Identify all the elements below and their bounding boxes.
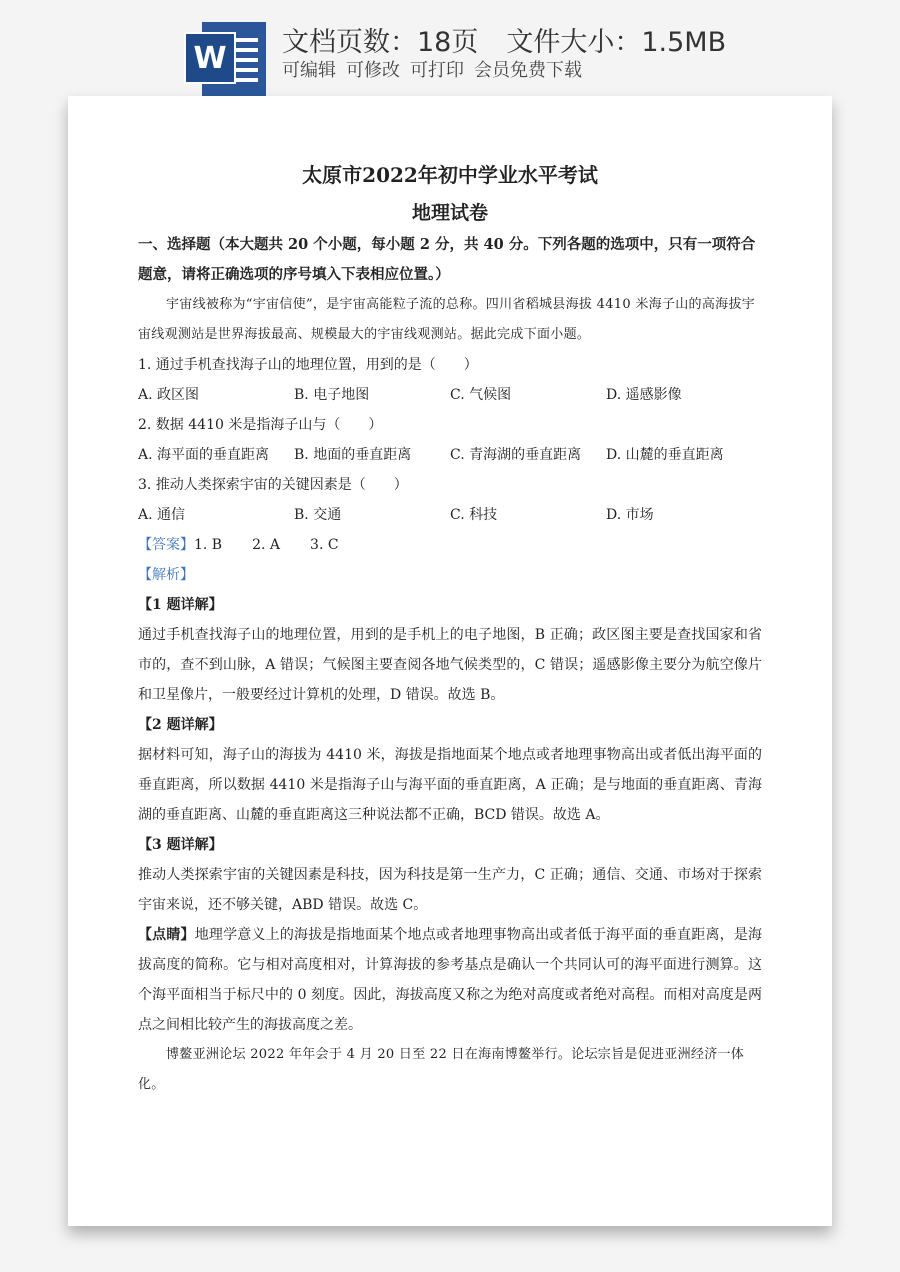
- analysis-line: [138, 560, 762, 590]
- option: B. 交通: [294, 507, 342, 523]
- question-2: 2. 数据 4410 米是指海子山与（ ）: [138, 417, 383, 433]
- option: D. 山麓的垂直距离: [606, 447, 724, 463]
- question-1: 1. 通过手机查找海子山的地理位置，用到的是（ ）: [138, 357, 478, 373]
- question-3-options: [138, 500, 762, 530]
- next-material-intro: 博鳌亚洲论坛 2022 年年会于 4 月 20 日至 22 日在海南博鳌举行。论坛宗旨是促进亚洲经济一体化。: [138, 1047, 745, 1092]
- option: B. 电子地图: [294, 387, 370, 403]
- detail-1-header: 【1 题详解】: [138, 597, 223, 613]
- detail-3-text: 推动人类探索宇宙的关键因素是科技，因为科技是第一生产力，C 正确；通信、交通、市场对于探索宇宙来说，还不够关键，ABD 错误。故选 C。: [138, 867, 762, 913]
- option: C. 气候图: [450, 387, 512, 403]
- question-2-options: [138, 440, 762, 470]
- feature-member-download: 会员免费下载: [474, 60, 582, 81]
- analysis-tag: 【解析】: [138, 567, 194, 583]
- tip-text: 地理学意义上的海拔是指地面某个地点或者地理事物高出或者低于海平面的垂直距离，是海拔高度的简称。它与相对高度相对，计算海拔的参考基点是确认一个共同认可的海平面进行测算。这个海平面相当于标尺中的 0 刻度。因此，海拔高度又称之为绝对高度或者绝对高程。而相对高度是两点之间相比较产生的海拔高度之差。: [138, 927, 763, 1033]
- option: A. 海平面的垂直距离: [138, 447, 270, 463]
- document-page: [68, 96, 832, 1226]
- file-size: 文件大小：1.5MB: [506, 27, 727, 58]
- question-1-options: [138, 380, 762, 410]
- word-document-icon: [184, 22, 266, 96]
- option: C. 科技: [450, 507, 498, 523]
- detail-1-text: 通过手机查找海子山的地理位置，用到的是手机上的电子地图，B 正确；政区图主要是查找国家和省市的，查不到山脉，A 错误；气候图主要查阅各地气候类型的，C 错误；遥感影像主要分为航空像片和卫星像片，一般要经过计算机的处理，D 错误。故选 B。: [138, 627, 762, 703]
- tip-tag: 【点睛】: [138, 927, 195, 943]
- answer-2: 2. A: [252, 537, 281, 553]
- exam-title: 太原市2022年初中学业水平考试: [302, 163, 598, 187]
- option: A. 通信: [138, 507, 186, 523]
- exam-subtitle: 地理试卷: [411, 202, 488, 224]
- answer-line: [138, 530, 762, 560]
- option: D. 遥感影像: [606, 387, 682, 403]
- detail-3-header: 【3 题详解】: [138, 837, 223, 853]
- answer-3: 3. C: [310, 537, 339, 553]
- feature-modifiable: 可修改: [346, 60, 400, 81]
- answer-1: 1. B: [194, 537, 223, 553]
- answer-tag: 【答案】: [138, 537, 194, 553]
- word-icon-letter: W: [184, 32, 236, 84]
- option: C. 青海湖的垂直距离: [450, 447, 582, 463]
- option: D. 市场: [606, 507, 654, 523]
- feature-list: [282, 56, 592, 82]
- tip-paragraph: [138, 920, 762, 1040]
- feature-printable: 可打印: [410, 60, 464, 81]
- download-banner: [0, 0, 900, 96]
- option: A. 政区图: [138, 387, 200, 403]
- option: B. 地面的垂直距离: [294, 447, 412, 463]
- material-intro: 宇宙线被称为“宇宙信使”，是宇宙高能粒子流的总称。四川省稻城县海拔 4410 米海子山的高海拔宇宙线观测站是世界海拔最高、规模最大的宇宙线观测站。据此完成下面小题。: [138, 297, 756, 342]
- page-count: 文档页数：18页: [282, 27, 479, 58]
- feature-editable: 可编辑: [282, 60, 336, 81]
- file-info: [282, 20, 754, 59]
- document-content: [138, 160, 762, 1100]
- section-heading: 一、选择题（本大题共 20 个小题，每小题 2 分，共 40 分。下列各题的选项中，只有一项符合题意，请将正确选项的序号填入下表相应位置。）: [138, 236, 756, 283]
- detail-2-header: 【2 题详解】: [138, 717, 223, 733]
- detail-2-text: 据材料可知，海子山的海拔为 4410 米，海拔是指地面某个地点或者地理事物高出或者低出海平面的垂直距离，所以数据 4410 米是指海子山与海平面的垂直距离，A 正确；是与地面的垂直距离、青海湖的垂直距离、山麓的垂直距离这三种说法都不正确，BCD 错误。故选 A。: [138, 747, 762, 823]
- question-3: 3. 推动人类探索宇宙的关键因素是（ ）: [138, 477, 408, 493]
